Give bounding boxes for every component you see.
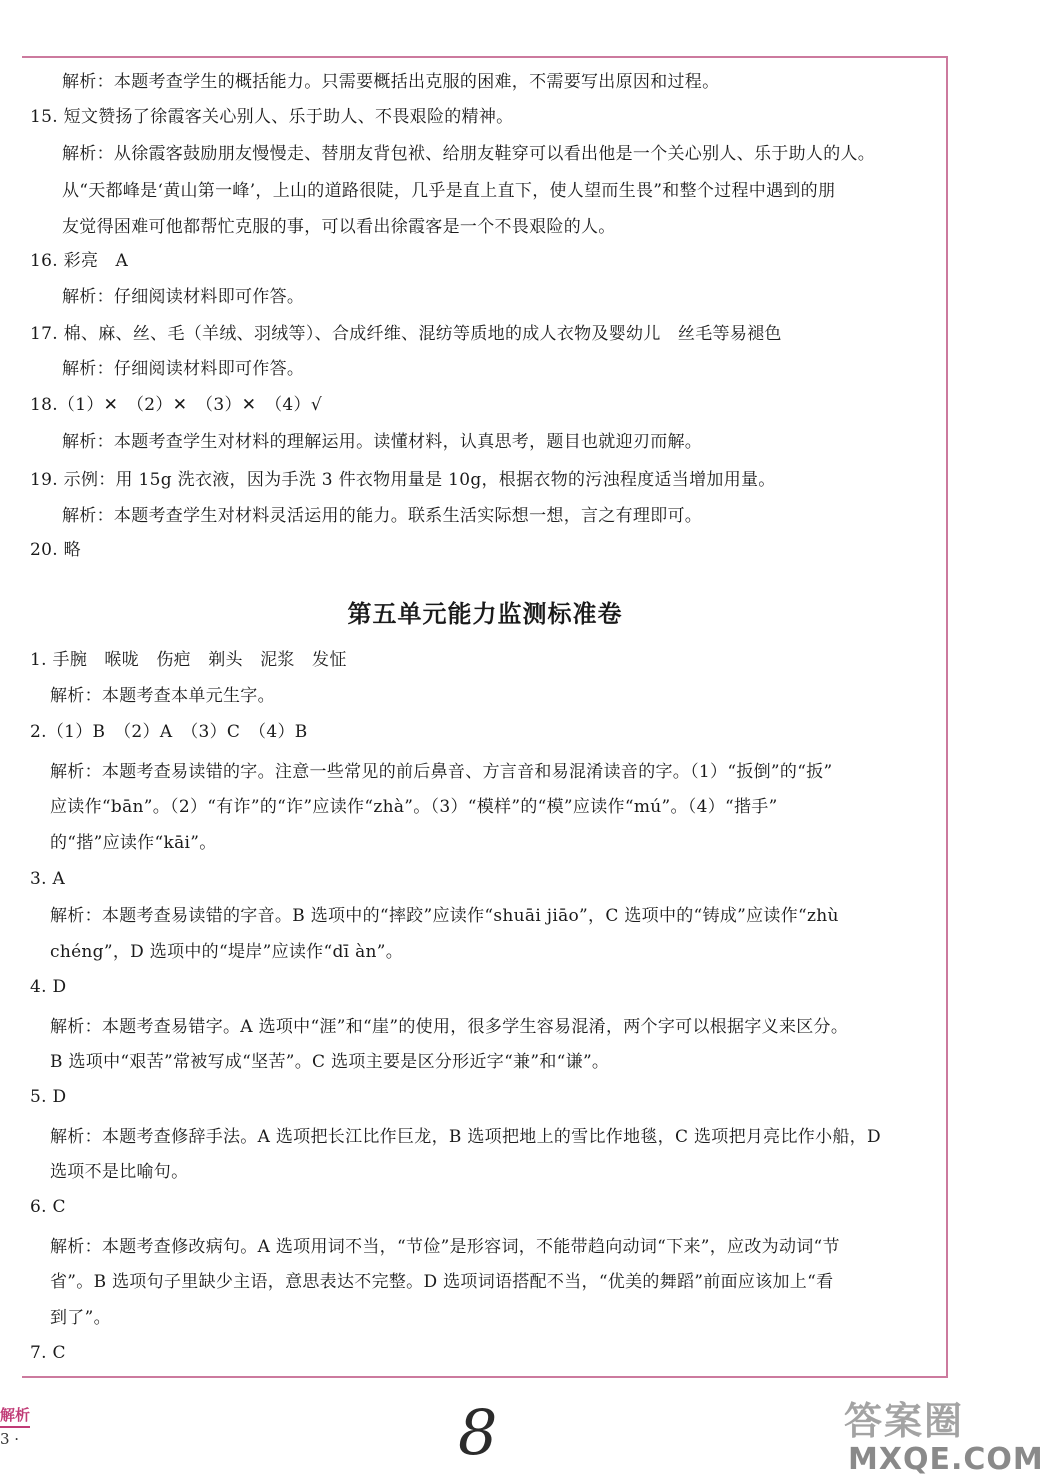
analysis-16: 解析：仔细阅读材料即可作答。 [62,287,305,307]
q4-answer: 4. D [30,977,67,997]
answer-20: 20. 略 [30,540,81,560]
analysis-17: 解析：仔细阅读材料即可作答。 [62,359,305,379]
q4-analysis-line1: 解析：本题考查易错字。A 选项中“涯”和“崖”的使用，很多学生容易混淆，两个字可以根据字义来区分。 [50,1017,849,1037]
q6-answer: 6. C [30,1197,66,1217]
q5-analysis-line1: 解析：本题考查修辞手法。A 选项把长江比作巨龙，B 选项把地上的雪比作地毯，C 选项把月亮比作小船，D [50,1127,881,1147]
q3-answer: 3. A [30,869,66,889]
q6-analysis-line3: 到了”。 [50,1308,111,1328]
section-title: 第五单元能力监测标准卷 [347,600,623,628]
q3-analysis-line1: 解析：本题考查易读错的字音。B 选项中的“摔跤”应读作“shuāi jiāo”，C 选项中的“铸成”应读作“zhù [50,906,839,926]
q4-analysis-line2: B 选项中“艰苦”常被写成“坚苦”。C 选项主要是区分形近字“兼”和“谦”。 [50,1052,610,1072]
answer-18: 18.（1）✕ （2）✕ （3）✕ （4）√ [30,395,322,415]
analysis-19: 解析：本题考查学生对材料灵活运用的能力。联系生活实际想一想，言之有理即可。 [62,506,703,526]
footer-label: 解析 [0,1406,31,1424]
q6-analysis-line2: 省”。B 选项句子里缺少主语，意思表达不完整。D 选项词语搭配不当，“优美的舞蹈”前面应该加上“看 [50,1272,834,1292]
q5-analysis-line2: 选项不是比喻句。 [50,1162,189,1182]
analysis-14: 解析：本题考查学生的概括能力。只需要概括出克服的困难，不需要写出原因和过程。 [62,72,720,92]
q6-analysis-line1: 解析：本题考查修改病句。A 选项用词不当，“节俭”是形容词，不能带趋向动词“下来”，应改为动词“节 [50,1237,840,1257]
watermark-bottom-text: MXQE.COM [848,1442,1044,1477]
answer-16: 16. 彩亮 A [30,251,129,271]
analysis-15-line2: 从“天都峰是‘黄山第一峰’，上山的道路很陡，几乎是直上直下，使人望而生畏”和整个过程中遇到的朋 [62,181,836,201]
watermark-top-text: 答案圈 [844,1399,965,1443]
q7-answer: 7. C [30,1343,66,1363]
q1-analysis: 解析：本题考查本单元生字。 [50,686,275,706]
analysis-18: 解析：本题考查学生对材料的理解运用。读懂材料，认真思考，题目也就迎刃而解。 [62,432,703,452]
footer-page-number: 3 · [0,1430,20,1448]
footer-rule [0,1426,30,1428]
answer-19: 19. 示例：用 15g 洗衣液，因为手洗 3 件衣物用量是 10g，根据衣物的污浊程度适当增加用量。 [30,470,776,490]
q2-answer: 2.（1）B （2）A （3）C （4）B [30,722,308,742]
answer-17: 17. 棉、麻、丝、毛（羊绒、羽绒等）、合成纤维、混纺等质地的成人衣物及婴幼儿 丝毛等易褪色 [30,324,782,344]
analysis-15-line3: 友觉得困难可他都帮忙克服的事，可以看出徐霞客是一个不畏艰险的人。 [62,217,616,237]
q1-answer: 1. 手腕 喉咙 伤疤 剃头 泥浆 发怔 [30,650,347,670]
q2-analysis-line2: 应读作“bān”。（2）“有诈”的“诈”应读作“zhà”。（3）“模样”的“模”应读作“mú”。（4）“揩手” [50,797,778,817]
watermark-logo [826,1384,1044,1480]
q3-analysis-line2: chéng”，D 选项中的“堤岸”应读作“dī àn”。 [50,942,404,962]
handwritten-page-number: 8 [458,1396,498,1469]
q2-analysis-line3: 的“揩”应读作“kāi”。 [50,833,217,853]
q2-analysis-line1: 解析：本题考查易读错的字。注意一些常见的前后鼻音、方言音和易混淆读音的字。（1）“扳倒”的“扳” [50,762,833,782]
answer-15: 15. 短文赞扬了徐霞客关心别人、乐于助人、不畏艰险的精神。 [30,107,514,127]
q5-answer: 5. D [30,1087,67,1107]
analysis-15-line1: 解析：从徐霞客鼓励朋友慢慢走、替朋友背包袱、给朋友鞋穿可以看出他是一个关心别人、乐于助人的人。 [62,144,876,164]
